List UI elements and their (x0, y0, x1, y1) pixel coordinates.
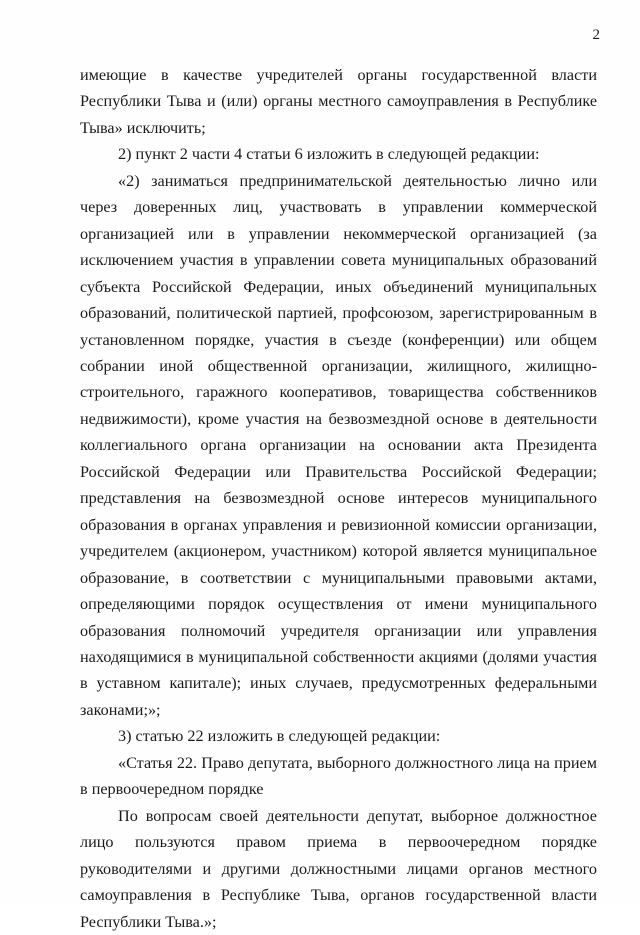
paragraph-2: 2) пункт 2 части 4 статьи 6 изложить в следующей редакции: (118, 145, 540, 164)
paragraph-5: «Статья 22. Право депутата, выборного должностного лица на прием в первоочередном порядке (80, 753, 597, 799)
paragraph-6: По вопросам своей деятельности депутат, выборное должностное лицо пользуются правом приема в первоочередном порядке руководителями и другими должностными лицами органов местного самоуправления в Республике Тыва, органов государственной власти Республики Тыва.»; (80, 806, 597, 931)
paragraph-3: «2) заниматься предпринимательской деятельностью лично или через доверенных лиц, участвовать в управлении коммерческой организацией или в управлении некоммерческой организацией (за исключением участия в управлении совета муниципальных образований субъекта Российской Федерации, иных объединений муниципальных образований, политической партией, профсоюзом, зарегистрированным в установленном порядке, участия в съезде (конференции) или общем собрании иной общественной организации, жилищного, жилищно-строительного, гаражного кооперативов, товарищества собственников недвижимости), кроме участия на безвозмездной основе в деятельности коллегиального органа организации на основании акта Президента Российской Федерации или Правительства Российской Федерации; представления на безвозмездной основе интересов муниципального образования в органах управления и ревизионной комиссии организации, учредителем (акционером, участником) которой является муниципальное образование, в соответствии с муниципальными правовыми актами, определяющими порядок осуществления от имени муниципального образования полномочий учредителя организации или управления находящимися в муниципальной собственности акциями (долями участия в уставном капитале); иных случаев, предусмотренных федеральными законами;»; (80, 171, 597, 719)
document-body (80, 62, 597, 935)
paragraph-4: 3) статью 22 изложить в следующей редакции: (118, 727, 441, 746)
page-number: 2 (592, 27, 600, 43)
paragraph-1: имеющие в качестве учредителей органы государственной власти Республики Тыва и (или) органы местного самоуправления в Республике Тыва» исключить; (80, 66, 597, 137)
